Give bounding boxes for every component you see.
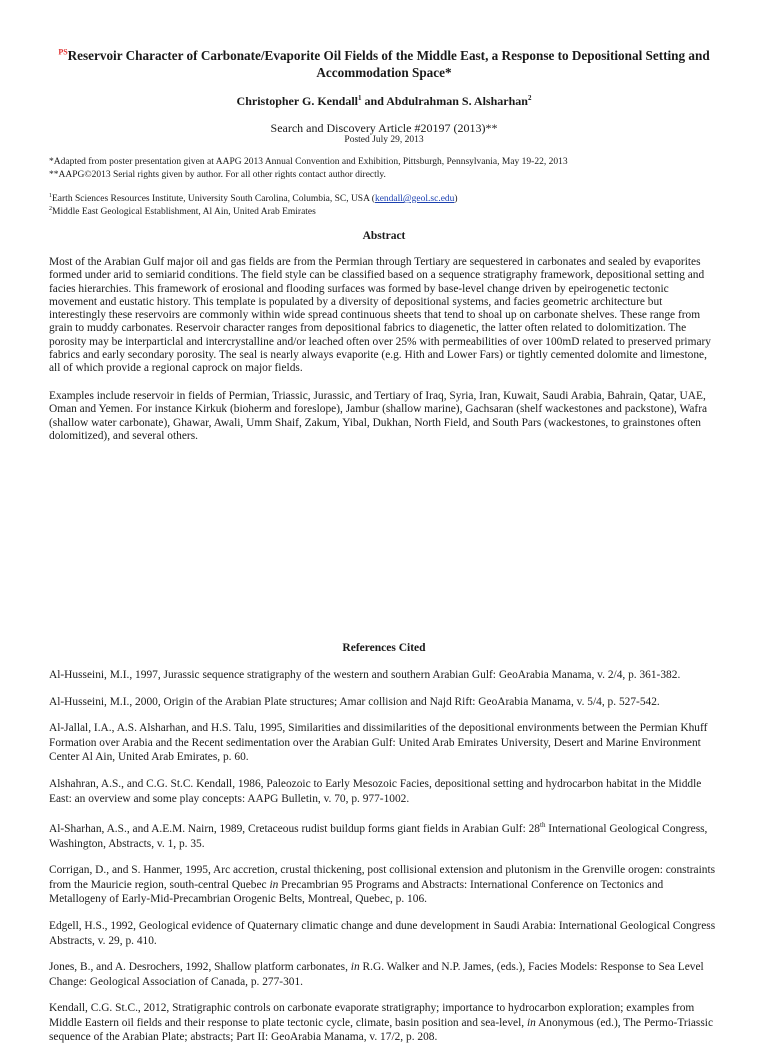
affiliation-1-text: Earth Sciences Resources Institute, University South Carolina, Columbia, SC, USA ( [52, 194, 375, 205]
affiliation-1-close: ) [454, 194, 458, 205]
reference-in: in [526, 1016, 536, 1029]
author-joiner: and [361, 94, 387, 108]
article-number: Search and Discovery Article #20197 (2013)** [270, 121, 498, 135]
reference-item [49, 863, 721, 907]
reference-text: Corrigan, D., and S. Hanmer, 1995, Arc accretion, crustal thickening, post collisional extension and plutonism in the Grenville orogen: constraints from the Mauricie region, south-central Quebec [49, 864, 716, 891]
paper-title [52, 47, 716, 81]
author-1-affiliation-mark: 1 [358, 94, 362, 102]
abstract-paragraph-2: Examples include reservoir in fields of Permian, Triassic, Jurassic, and Tertiary of Iraq, Syria, Iran, Kuwait, Saudi Arabia, Bahrain, Qatar, UAE, Oman and Yemen. For instance Kirkuk (bioherm and foreslope), Jambur (shallow marine), Gachsaran (shelf wackestones and packstone), Wafra (shallow water carbonate), Ghawar, Awali, Umm Shaif, Zakum, Yibal, Dukhan, North Field, and South Pars (wackestones, to grainstones often dolomitized), and several others. [49, 390, 708, 442]
email-link[interactable]: kendall@geol.sc.edu [374, 194, 455, 205]
author-2-affiliation-mark: 2 [527, 94, 532, 102]
reference-in: in [350, 961, 360, 974]
author-1: Christopher G. Kendall [236, 94, 359, 108]
reference-item: Al-Husseini, M.I., 2000, Origin of the Arabian Plate structures; Amar collision and Najd Rift: GeoArabia Manama, v. 5/4, p. 527-542. [49, 695, 660, 708]
reference-item: Alshahran, A.S., and C.G. St.C. Kendall, 1986, Paleozoic to Early Mesozoic Facies, depositional setting and hydrocarbon habitat in the Middle East: an overview and some play concepts: AAPG Bulletin, v. 70, p. 977-1002. [49, 777, 702, 805]
affiliation-2 [49, 206, 316, 217]
reference-item [49, 960, 721, 989]
reference-text: International Geological Congress, Washington, Abstracts, v. 1, p. 35. [49, 822, 708, 850]
abstract-paragraph-1: Most of the Arabian Gulf major oil and gas fields are from the Permian through Tertiary are sequestered in carbonates and sealed by evaporites formed under arid to semiarid conditions. The field style can be classified based on a sequence stratigraphy framework, depositional setting and facies hierarchies. This framework of erosional and flooding surfaces was formed by base-level change driven by epeirogenetic tectonic movement and eustatic history. This template is populated by a diversity of depositional systems, and facies geometric architecture but interestingly these reservoirs are commonly within wide spread continuous sheets that tend to shoal up on carbonate shelves. These range from grain to muddy carbonates. Reservoir character ranges from depositional fabrics to diagenetic, the latter often related to dolomitization. The porosity may be interparticlal and intercrystalline and/or leached often over 25% with permeabilities of over 100mD related to preserved primary fabrics and early secondary porosity. The seal is nearly always evaporite (e.g. Hith and Lower Fars) or tightly cemented dolomite and limestone, all of which provide a regional caprock on major fields. [49, 256, 712, 375]
reference-item: Al-Husseini, M.I., 1997, Jurassic sequence stratigraphy of the western and southern Arabian Gulf: GeoArabia Manama, v. 2/4, p. 361-382. [49, 669, 681, 681]
reference-in: in [269, 878, 279, 891]
reference-text: Jones, B., and A. Desrochers, 1992, Shallow platform carbonates, [49, 961, 351, 974]
author-2: Abdulrahman S. Alsharhan [386, 94, 528, 108]
ps-mark: PS [58, 47, 68, 57]
author-line [0, 94, 768, 109]
affiliation-1 [49, 193, 458, 204]
reference-list [49, 668, 721, 1057]
reference-text: Anonymous (ed.), The Permo-Triassic sequence of the Arabian Plate; abstracts; Part II: GeoArabia Manama, v. 17/2, p. 208. [49, 1016, 714, 1044]
abstract-heading: Abstract [362, 230, 406, 242]
reference-item: Al-Jallal, I.A., A.S. Alsharhan, and H.S. Talu, 1995, Similarities and dissimilarities of the depositional environments between the Permian Khuff Formation over Arabia and the Recent sedimentation over the Arabian Gulf: United Arab Emirates University, Desert and Marine Environment Center Al Ain, United Arab Emirates, p. 60. [49, 722, 708, 764]
affiliation-2-mark: 2 [49, 206, 52, 212]
reference-text: R.G. Walker and N.P. James, (eds.), Facies Models: Response to Sea Level Change: Geological Association of Canada, p. 277-301. [49, 961, 704, 988]
title-text: Reservoir Character of Carbonate/Evaporite Oil Fields of the Middle East, a Response to Depositional Setting and Accommodation Space* [67, 48, 710, 80]
rights-note: **AAPG©2013 Serial rights given by author. For all other rights contact author directly. [49, 170, 386, 180]
reference-item [49, 818, 721, 851]
affiliation-1-mark: 1 [49, 193, 52, 199]
reference-text: Precambrian 95 Programs and Abstracts: International Conference on Tectonics and Metallogeny of Early-Mid-Precambrian Orogenic Belts, Montreal, Quebec, p. 106. [49, 878, 664, 906]
references-heading: References Cited [342, 642, 426, 654]
reference-text: Kendall, C.G. St.C., 2012, Stratigraphic controls on carbonate evaporate stratigraphy; importance to hydrocarbon exploration; examples from Middle Eastern oil fields and their response to plate tectonic cycle, climate, basin position and sea-level, [49, 1002, 695, 1029]
ordinal-suffix: th [540, 821, 546, 830]
affiliation-2-text: Middle East Geological Establishment, Al Ain, United Arab Emirates [52, 207, 316, 218]
reference-item [49, 1001, 721, 1045]
posted-date: Posted July 29, 2013 [344, 135, 424, 145]
reference-item: Edgell, H.S., 1992, Geological evidence of Quaternary climatic change and dune development in Saudi Arabia: International Geological Congress Abstracts, v. 29, p. 410. [49, 919, 716, 947]
adapted-note: *Adapted from poster presentation given at AAPG 2013 Annual Convention and Exhibition, Pittsburgh, Pennsylvania, May 19-22, 2013 [49, 157, 568, 167]
reference-text: Al-Sharhan, A.S., and A.E.M. Nairn, 1989, Cretaceous rudist buildup forms giant fields in Arabian Gulf: 28 [49, 822, 540, 835]
